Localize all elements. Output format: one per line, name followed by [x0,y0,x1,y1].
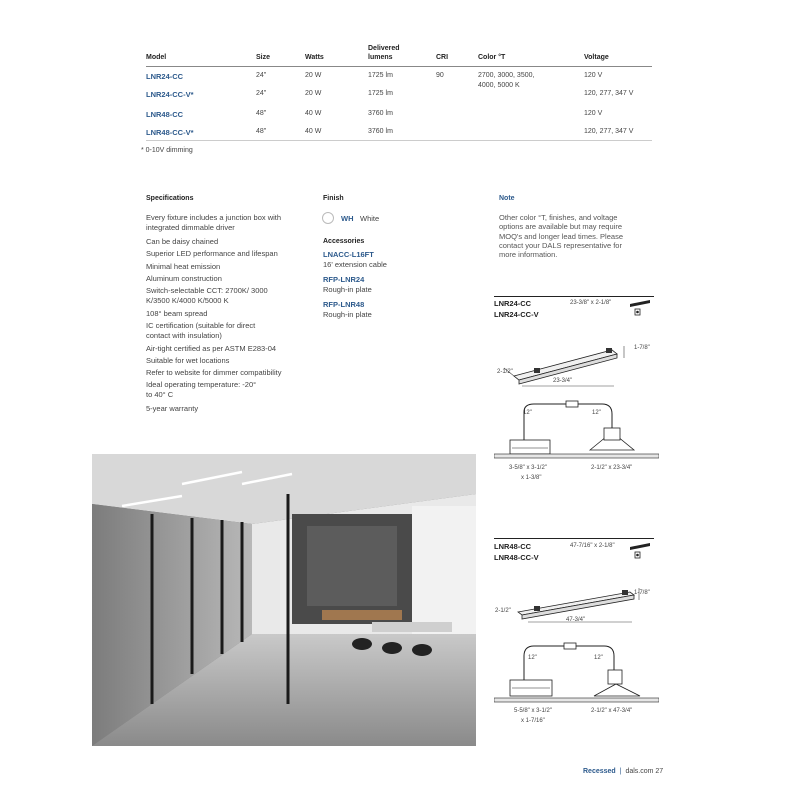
width-dim: 2-1/2" [497,369,513,375]
specifications-title: Specifications [146,195,194,202]
footer-separator: | [619,768,622,775]
spec-item: Aluminum construction [146,274,222,283]
installation-drawing [494,640,659,706]
footer-page-number: 27 [655,768,664,775]
spec-item: Air-tight certified as per ASTM E283-04 [146,344,277,353]
col-header-size: Size [256,54,271,61]
table-header-rule [146,66,652,67]
accessory-desc: Rough-in plate [323,285,372,294]
finish-code: WH [341,214,354,223]
col-header-lumens-1: Delivered [368,45,400,52]
col-header-model: Model [146,54,167,61]
col-header-cri: CRI [436,54,449,61]
accessory-code: RFP-LNR48 [323,300,365,309]
diagram-model-2: LNR24-CC-V [494,310,539,319]
accessories-title: Accessories [323,238,365,245]
accessory-code: RFP-LNR24 [323,275,365,284]
spec-item: Ideal operating temperature: -20° to 40° C [146,380,257,399]
cutout-dim: 23-3/8" x 2-1/8" [570,300,612,306]
spec-item: 108° beam spread [146,309,208,318]
footer [583,768,663,775]
voltage-cell: 120 V [584,72,603,79]
col-header-color: Color °T [478,54,506,61]
watts-cell: 20 W [305,90,322,97]
spec-item: Minimal heat emission [146,262,221,271]
size-cell: 24" [256,72,267,79]
diagram-model-1: LNR24-CC [494,299,532,308]
footer-section: Recessed [583,768,616,775]
spec-item: Switch-selectable CCT: 2700K/ 3000 K/3500 K/4000 K/5000 K [146,286,268,305]
length-dim: 23-3/4" [553,378,573,384]
finish-title: Finish [323,195,344,202]
plate-dims: 2-1/2" x 47-3/4" [591,708,633,714]
note-title: Note [499,195,515,202]
table-bottom-rule [146,140,652,141]
installation-photo [92,454,476,746]
spec-item: Suitable for wet locations [146,356,230,365]
spec-item: Superior LED performance and lifespan [146,249,278,258]
box-dims-1: 3-5/8" x 3-1/2" [509,465,547,471]
finish-swatch[interactable] [322,212,334,224]
cutout-icon [628,298,652,318]
voltage-cell: 120, 277, 347 V [584,128,634,135]
cable-left-dim: 12" [523,410,532,416]
col-header-voltage: Voltage [584,54,609,61]
cutout-icon [628,541,652,561]
lumens-cell: 3760 lm [368,110,393,117]
cable-left-dim: 12" [528,655,537,661]
cri-cell: 90 [436,72,444,79]
watts-cell: 40 W [305,128,322,135]
cable-right-dim: 12" [592,410,601,416]
spec-item: Can be daisy chained [146,237,219,246]
watts-cell: 20 W [305,72,322,79]
accessory-desc: Rough-in plate [323,310,372,319]
diagram-model-2: LNR48-CC-V [494,553,539,562]
diagram-top-rule [494,538,654,539]
height-dim: 1-7/8" [634,345,650,351]
size-cell: 24" [256,90,267,97]
model-code: LNR48-CC [146,110,184,119]
spec-item: Refer to website for dimmer compatibility [146,368,282,377]
model-code: LNR24-CC-V* [146,90,194,99]
col-header-lumens-2: lumens [368,54,393,61]
diagram-top-rule [494,296,654,297]
box-dims-1: 5-5/8" x 3-1/2" [514,708,552,714]
footer-site[interactable]: dals.com [625,768,654,775]
model-code: LNR24-CC [146,72,184,81]
col-header-watts: Watts [305,54,324,61]
lumens-cell: 1725 lm [368,90,393,97]
voltage-cell: 120 V [584,110,603,117]
color-cell-line2: 4000, 5000 K [478,82,520,89]
spec-item: Every fixture includes a junction box with integrated dimmable driver [146,213,282,232]
diagram-model-1: LNR48-CC [494,542,532,551]
finish-name: White [360,214,380,223]
table-footnote: * 0-10V dimming [141,147,193,154]
note-body: Other color °T, finishes, and voltage options are available but may require MOQ's and longer lead times. Please contact your DALS representative for more information. [499,213,623,260]
installation-drawing [494,398,659,460]
model-code: LNR48-CC-V* [146,128,194,137]
size-cell: 48" [256,128,267,135]
plate-dims: 2-1/2" x 23-3/4" [591,465,633,471]
height-dim: 1-7/8" [634,590,650,596]
cutout-dim: 47-7/16" x 2-1/8" [570,543,615,549]
spec-item: IC certification (suitable for direct contact with insulation) [146,321,256,340]
cable-right-dim: 12" [594,655,603,661]
accessory-desc: 16' extension cable [323,260,387,269]
color-cell-line1: 2700, 3000, 3500, [478,72,535,79]
box-dims-2: x 1-7/16" [521,718,545,724]
spec-item: 5-year warranty [146,404,199,413]
length-dim: 47-3/4" [566,617,586,623]
voltage-cell: 120, 277, 347 V [584,90,634,97]
lumens-cell: 1725 lm [368,72,393,79]
lumens-cell: 3760 lm [368,128,393,135]
width-dim: 2-1/2" [495,608,511,614]
size-cell: 48" [256,110,267,117]
accessory-code: LNACC-L16FT [323,250,374,259]
box-dims-2: x 1-3/8" [521,475,542,481]
watts-cell: 40 W [305,110,322,117]
